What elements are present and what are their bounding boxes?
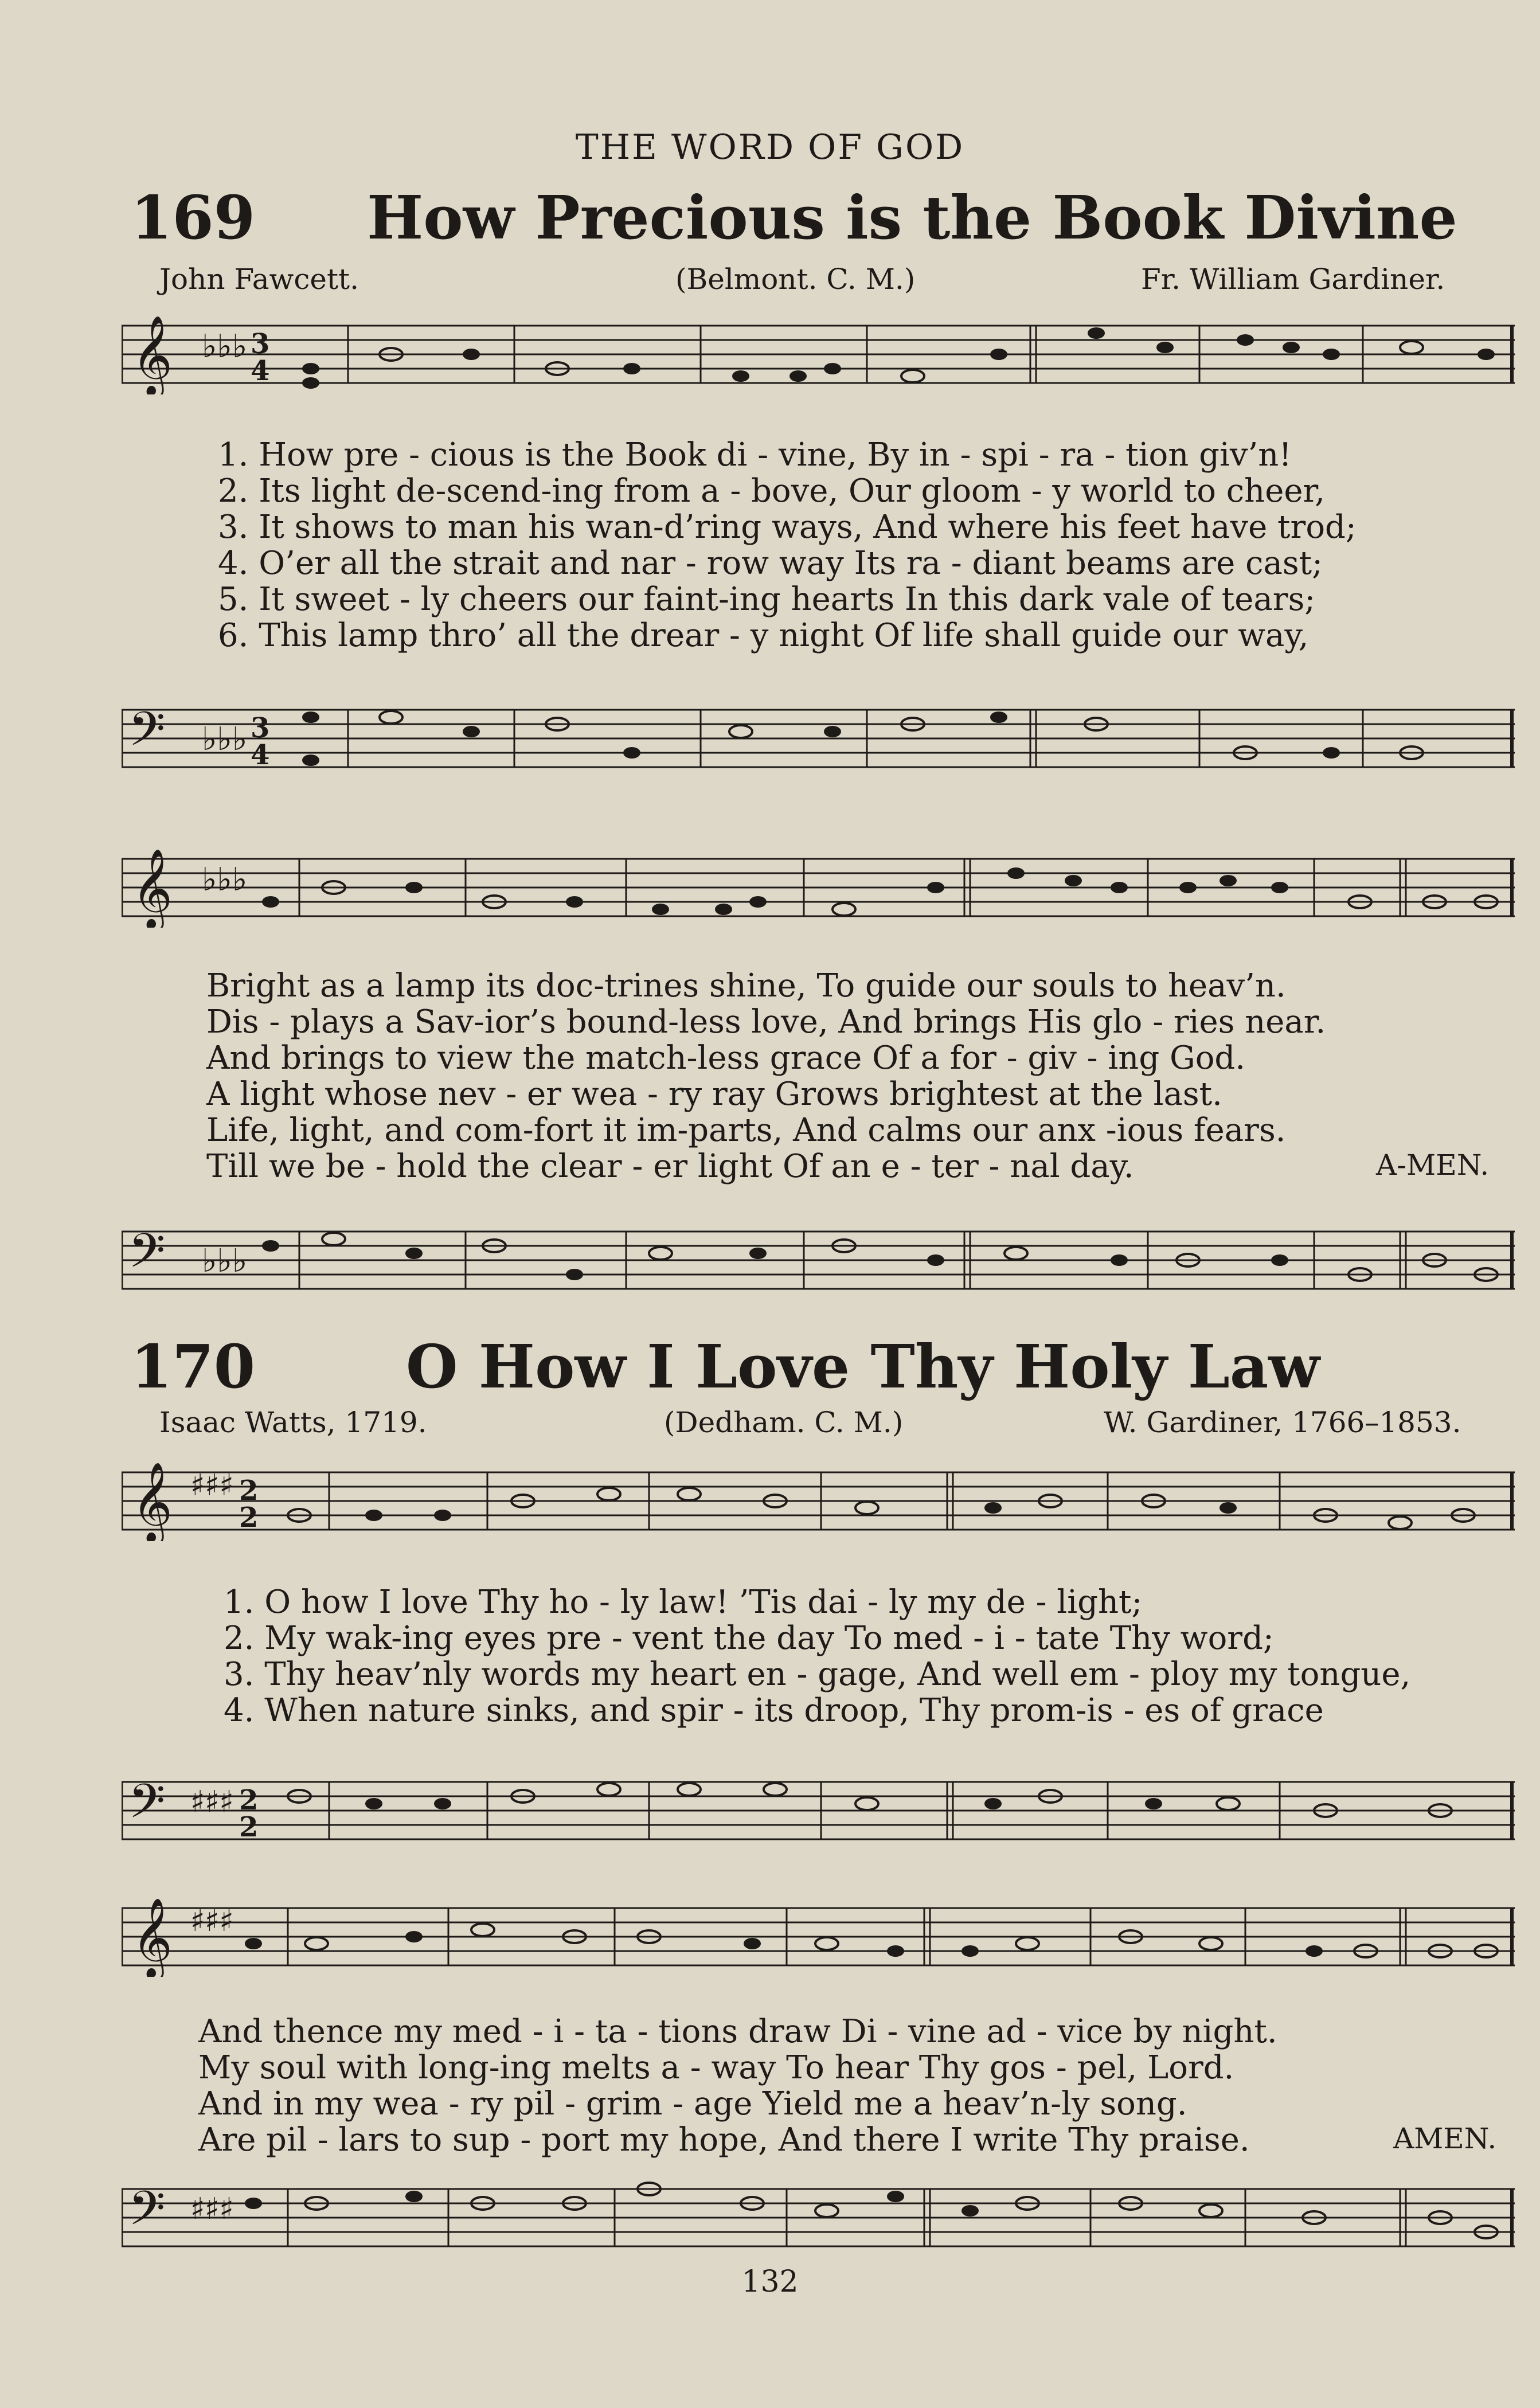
svg-text:♯♯♯: ♯♯♯ (190, 1468, 234, 1503)
svg-text:𝄞: 𝄞 (132, 1898, 173, 1977)
verse-line: 4. When nature sinks, and spir - its droop, Thy prom-is - es of grace (224, 1692, 1324, 1729)
svg-text:𝄢: 𝄢 (128, 1773, 166, 1840)
verses-block (206, 968, 1326, 1185)
treble-staff (122, 1461, 1515, 1541)
hymn-composer: W. Gardiner, 1766–1853. (1104, 1406, 1461, 1439)
verse-line: 2. My wak-ing eyes pre - vent the day To med - i - tate Thy word; (224, 1620, 1274, 1657)
svg-text:𝄞: 𝄞 (132, 1462, 173, 1541)
verse-line: Are pil - lars to sup - port my hope, And there I write Thy praise. (198, 2121, 1250, 2159)
verse-line: 3. Thy heav’nly words my heart en - gage, And well em - ploy my tongue, (224, 1656, 1411, 1693)
bass-staff (122, 1770, 1515, 1851)
bass-staff (122, 698, 1515, 779)
svg-text:𝄢: 𝄢 (128, 701, 166, 768)
hymn-author: Isaac Watts, 1719. (159, 1406, 427, 1439)
verse-line: 1. How pre - cious is the Book di - vine, By in - spi - ra - tion giv’n! (218, 436, 1292, 474)
treble-staff (122, 1897, 1515, 1977)
verses-block (218, 437, 1357, 654)
verse-line: 2. Its light de-scend-ing from a - bove, Our gloom - y world to cheer, (218, 472, 1325, 510)
svg-text:4: 4 (251, 739, 270, 771)
amen-label: AMEN. (1393, 2122, 1497, 2155)
hymn-number: 170 (131, 1331, 256, 1402)
bass-staff (122, 2178, 1515, 2258)
svg-text:𝄢: 𝄢 (128, 2180, 166, 2247)
amen-label: A-MEN. (1376, 1148, 1490, 1182)
svg-text:♯♯♯: ♯♯♯ (190, 1904, 234, 1938)
verse-line: And brings to view the match-less grace Of a for - giv - ing God. (206, 1039, 1246, 1077)
svg-text:𝄢: 𝄢 (128, 1223, 166, 1290)
verse-line: Dis - plays a Sav-ior’s bound-less love, And brings His glo - ries near. (206, 1003, 1326, 1041)
hymn-tune: (Dedham. C. M.) (664, 1406, 904, 1439)
svg-text:𝄞: 𝄞 (132, 315, 173, 394)
svg-text:2: 2 (239, 1811, 259, 1843)
svg-text:𝄞: 𝄞 (132, 849, 173, 928)
hymn-number: 169 (131, 182, 256, 253)
verse-line: 3. It shows to man his wan-d’ring ways, And where his feet have trod; (218, 509, 1357, 546)
treble-staff (122, 847, 1515, 928)
bass-staff (122, 1220, 1515, 1300)
verses-block (224, 1584, 1410, 1729)
verse-line: And in my wea - ry pil - grim - age Yield me a heav’n-ly song. (198, 2085, 1187, 2122)
svg-text:2: 2 (239, 1475, 259, 1507)
verse-line: Till we be - hold the clear - er light Of an e - ter - nal day. (206, 1148, 1134, 1185)
hymn-title: How Precious is the Book Divine (367, 182, 1457, 253)
verse-line: A light whose nev - er wea - ry ray Grows brightest at the last. (206, 1076, 1222, 1113)
svg-text:♭♭♭: ♭♭♭ (202, 861, 248, 898)
verse-line: Bright as a lamp its doc-trines shine, To guide our souls to heav’n. (206, 967, 1286, 1004)
verse-line: 5. It sweet - ly cheers our faint-ing hearts In this dark vale of tears; (218, 581, 1316, 618)
svg-text:3: 3 (251, 328, 270, 360)
svg-text:3: 3 (251, 712, 270, 744)
verse-line: Life, light, and com-fort it im-parts, And calms our anx -ious fears. (206, 1112, 1286, 1149)
verse-line: 4. O’er all the strait and nar - row way Its ra - diant beams are cast; (218, 545, 1323, 582)
verse-line: 1. O how I love Thy ho - ly law! ’Tis dai - ly my de - light; (224, 1584, 1143, 1621)
verse-line: 6. This lamp thro’ all the drear - y night Of life shall guide our way, (218, 617, 1309, 654)
svg-text:♭♭♭: ♭♭♭ (202, 721, 248, 758)
treble-staff (122, 314, 1515, 394)
section-header: THE WORD OF GOD (575, 127, 965, 167)
svg-text:2: 2 (239, 1502, 259, 1534)
hymn-composer: Fr. William Gardiner. (1141, 263, 1445, 296)
svg-text:4: 4 (251, 355, 270, 387)
svg-text:♯♯♯: ♯♯♯ (190, 1785, 234, 1819)
svg-text:2: 2 (239, 1784, 259, 1816)
hymn-author: John Fawcett. (159, 263, 359, 296)
verse-line: And thence my med - i - ta - tions draw Di - vine ad - vice by night. (198, 2013, 1277, 2050)
verse-line: My soul with long-ing melts a - way To hear Thy gos - pel, Lord. (198, 2049, 1234, 2086)
svg-text:♯♯♯: ♯♯♯ (190, 2192, 234, 2226)
hymn-title: O How I Love Thy Holy Law (406, 1331, 1320, 1402)
svg-text:♭♭♭: ♭♭♭ (202, 328, 248, 365)
verses-block (198, 2014, 1277, 2158)
hymn-tune: (Belmont. C. M.) (675, 263, 916, 296)
page-number: 132 (741, 2265, 799, 2299)
svg-text:♭♭♭: ♭♭♭ (202, 1242, 248, 1280)
